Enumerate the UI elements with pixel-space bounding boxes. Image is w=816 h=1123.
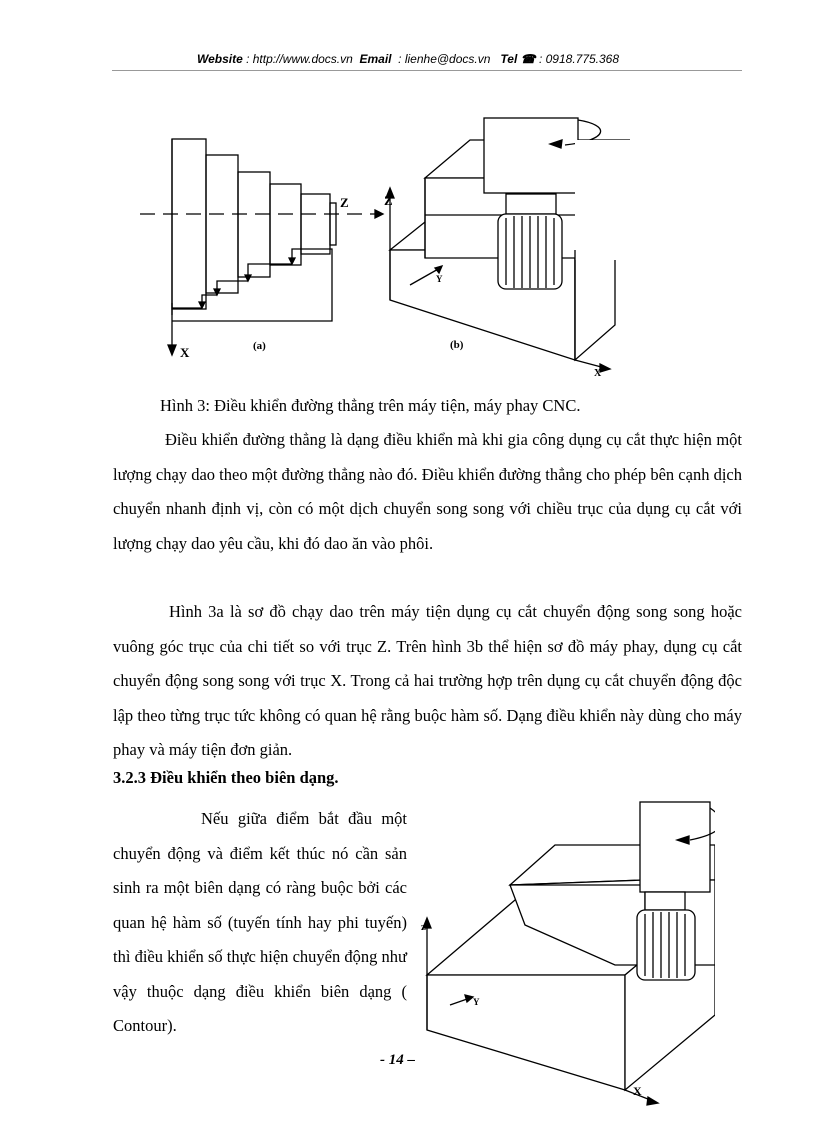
fig3b-caption-label: (b) bbox=[450, 339, 464, 351]
page-header bbox=[0, 52, 816, 66]
fig4-z-label: z bbox=[421, 921, 426, 933]
figure-3-caption: Hình 3: Điều khiển đường thẳng trên máy tiện, máy phay CNC. bbox=[160, 396, 581, 415]
fig3a-x-label: X bbox=[180, 345, 190, 360]
fig3a-z-label: Z bbox=[340, 195, 349, 210]
header-email-label: Email bbox=[359, 52, 392, 66]
header-email-value: : lienhe@docs.vn bbox=[398, 52, 491, 66]
paragraph-2: Hình 3a là sơ đồ chạy dao trên máy tiện dụng cụ cắt chuyển động song song hoặc vuông góc trục của chi tiết so với trục Z. Trên hình 3b thể hiện sơ đồ máy phay, dụng cụ cắt chuyển động song song với trục X. Trong cả hai trường hợp trên dụng cụ cắt chuyển động độc lập theo từng trục tức không có quan hệ rằng buộc hàm số. Dạng điều khiển này dùng cho máy phay và máy tiện đơn giản. bbox=[113, 602, 742, 759]
fig3a-caption-label: (a) bbox=[253, 340, 266, 352]
page-number: - 14 – bbox=[380, 1052, 415, 1068]
fig4-y-label: Y bbox=[473, 997, 480, 1007]
header-website-label: Website bbox=[196, 52, 243, 66]
figure-4-contour-milling bbox=[415, 800, 715, 1110]
section-heading: 3.2.3 Điều khiển theo biên dạng. bbox=[113, 768, 339, 787]
fig3b-x-label: X bbox=[594, 368, 602, 379]
paragraph-1: Điều khiển đường thẳng là dạng điều khiển mà khi gia công dụng cụ cắt thực hiện một lượng chạy dao theo một đường thẳng nào đó. Điều khiển đường thẳng cho phép bên cạnh dịch chuyển nhanh định vị, còn có một dịch chuyển song song với chiều trục của dụng cụ cắt với lượng chạy dao yêu cầu, khi đó dao ăn vào phôi. bbox=[113, 430, 742, 553]
paragraph-3: Nếu giữa điểm bắt đầu một chuyển động và điểm kết thúc nó cần sản sinh ra một biên dạng có ràng buộc bởi các quan hệ hàm số (tuyến tính hay phi tuyến) thì điều khiển số thực hiện chuyển động như vậy thuộc dạng điều khiển biên dạng ( Contour). bbox=[113, 809, 407, 1035]
header-divider bbox=[112, 70, 742, 71]
header-tel-value: : 0918.775.368 bbox=[538, 52, 620, 66]
header-tel-label: Tel ☎ bbox=[500, 52, 536, 66]
fig3b-z-label: Z bbox=[384, 193, 393, 208]
fig3b-y-label: Y bbox=[436, 274, 443, 284]
fig4-x-label: X bbox=[633, 1084, 642, 1098]
figure-3b-milling bbox=[380, 110, 630, 380]
header-website-url: : http://www.docs.vn bbox=[246, 52, 353, 66]
figure-3a-lathe bbox=[135, 125, 395, 375]
